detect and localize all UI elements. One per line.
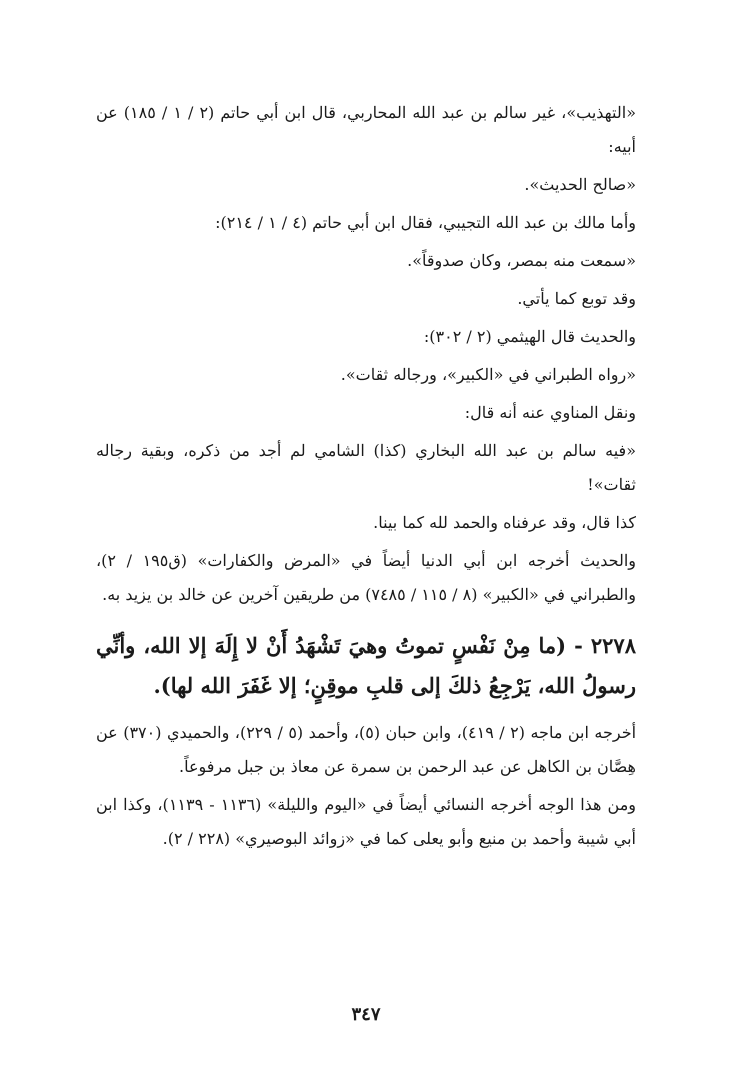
paragraph-malik: وأما مالك بن عبد الله التجيبي، فقال ابن أبي حاتم (٤ / ١ / ٢١٤): — [215, 213, 636, 232]
paragraph-tubi: وقد توبع كما يأتي. — [517, 289, 636, 308]
quote-salim-bukhari: «فيه سالم بن عبد الله البخاري (كذا) الشامي لم أجد من ذكره، وبقية رجاله ثقات»! — [96, 441, 636, 494]
hadith-2278-text: ٢٢٧٨ - (ما مِنْ نَفْسٍ تموتُ وهيَ تَشْهَدُ أَنْ لا إِلَهَ إلا الله، وأنِّي رسولُ الله، يَرْجِعُ ذلكَ إلى قلبِ موقِنٍ؛ إلا غَفَرَ الله لها). — [96, 633, 636, 698]
paragraph-nasai: ومن هذا الوجه أخرجه النسائي أيضاً في «اليوم والليلة» (١١٣٦ - ١١٣٩)، وكذا ابن أبي شيبة وأحمد بن منيع وأبو يعلى كما في «زوائد البوصيري» (٢٢٨ / ٢). — [96, 795, 637, 848]
quote-saduq: «سمعت منه بمصر، وكان صدوقاً». — [407, 251, 636, 270]
quote-tabarani: «رواه الطبراني في «الكبير»، ورجاله ثقات». — [340, 365, 636, 384]
paragraph-haythami: والحديث قال الهيثمي (٢ / ٣٠٢): — [423, 327, 636, 346]
page-body — [96, 96, 636, 856]
paragraph-munawi: ونقل المناوي عنه أنه قال: — [464, 403, 636, 422]
paragraph-kadha-qala: كذا قال، وقد عرفناه والحمد لله كما بينا. — [373, 513, 636, 532]
quote-salih-hadith: «صالح الحديث». — [524, 175, 636, 194]
page-number: ٣٤٧ — [351, 1004, 381, 1025]
paragraph-ibn-abi-dunya: والحديث أخرجه ابن أبي الدنيا أيضاً في «المرض والكفارات» (ق١٩٥ / ٢)، والطبراني في «الكبير» (٨ / ١١٥ / ٧٤٨٥) من طريقين آخرين عن خالد بن يزيد به. — [96, 551, 637, 604]
paragraph-ibn-majah: أخرجه ابن ماجه (٢ / ٤١٩)، وابن حبان (٥)، وأحمد (٥ / ٢٢٩)، والحميدي (٣٧٠) عن هِصَّان بن الكاهل عن عبد الرحمن بن سمرة عن معاذ بن جبل مرفوعاً. — [96, 723, 637, 776]
paragraph-tahdhib: «التهذيب»، غير سالم بن عبد الله المحاربي، قال ابن أبي حاتم (٢ / ١ / ١٨٥) عن أبيه: — [96, 103, 636, 156]
